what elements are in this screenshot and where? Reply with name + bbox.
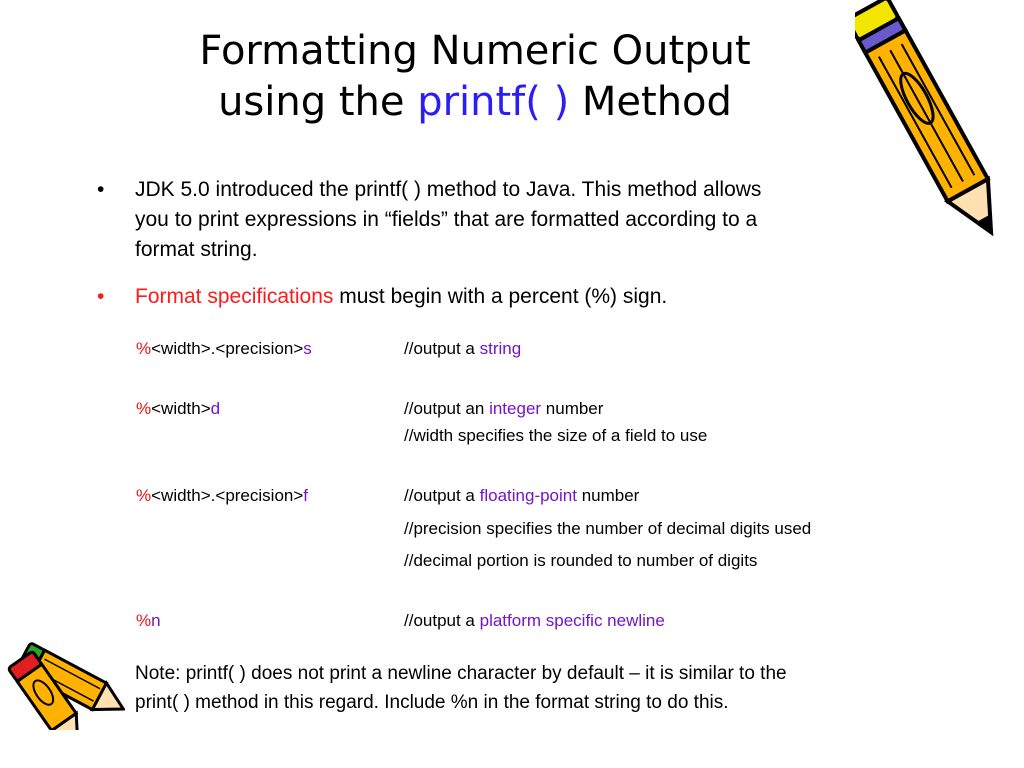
title-accent-printf: printf( ) <box>417 79 570 125</box>
comment-highlight: integer <box>489 399 542 418</box>
comment-text: //output an <box>404 399 490 418</box>
title-line-2 <box>120 77 830 128</box>
bullet-line: format string. <box>135 238 258 261</box>
footnote <box>135 659 945 717</box>
spec-body: <width>.<precision> <box>151 486 304 505</box>
spec-comment <box>404 610 665 632</box>
comment-highlight: string <box>479 339 522 358</box>
spec-comment: //width specifies the size of a field to use <box>404 426 708 445</box>
format-spec-integer <box>136 398 220 420</box>
spec-comment: //precision specifies the number of decimal digits used <box>404 519 812 538</box>
spec-body: <width>.<precision> <box>151 339 304 358</box>
spec-percent: % <box>136 486 152 505</box>
pencils-clipart-icon <box>0 630 125 730</box>
bullet-line: JDK 5.0 introduced the printf( ) method to Java. This method allows <box>135 178 762 201</box>
spec-letter: n <box>151 611 161 630</box>
comment-highlight: platform specific newline <box>479 611 665 630</box>
format-spec-float <box>136 485 308 507</box>
spec-comment <box>404 338 521 360</box>
slide-title <box>120 26 830 128</box>
title-line-2-pre: using the <box>218 79 418 125</box>
note-line: print( ) method in this regard. Include %n in the format string to do this. <box>135 692 729 713</box>
spec-letter: s <box>303 339 312 358</box>
comment-text: number <box>541 399 604 418</box>
title-line-1: Formatting Numeric Output <box>199 28 751 74</box>
spec-letter: d <box>210 399 221 418</box>
comment-text: //output a <box>404 339 480 358</box>
spec-percent: % <box>136 339 152 358</box>
comment-highlight: floating-point <box>479 486 577 505</box>
format-spec-string <box>136 338 312 360</box>
spec-body: <width> <box>151 399 211 418</box>
bullet-text <box>135 175 761 265</box>
spec-percent: % <box>136 399 152 418</box>
bullet-red-text: Format specifications <box>135 285 334 308</box>
bullet-symbol: • <box>97 285 105 308</box>
bullet-black-text: must begin with a percent (%) sign. <box>333 285 668 308</box>
bullet-text <box>135 282 667 312</box>
spec-percent: % <box>136 611 152 630</box>
spec-comment <box>404 398 603 420</box>
pencil-clipart-icon <box>855 0 1005 245</box>
bullet-symbol: • <box>97 178 105 201</box>
note-line: Note: printf( ) does not print a newline character by default – it is similar to the <box>135 663 787 684</box>
title-line-2-post: Method <box>569 79 732 125</box>
spec-comment: //decimal portion is rounded to number of digits <box>404 551 758 570</box>
comment-text: //output a <box>404 486 480 505</box>
spec-comment <box>404 485 639 507</box>
comment-text: number <box>576 486 640 505</box>
bullet-line: you to print expressions in “fields” that are formatted according to a <box>135 208 758 231</box>
comment-text: //output a <box>404 611 480 630</box>
format-spec-newline <box>136 610 161 632</box>
spec-letter: f <box>303 486 309 505</box>
